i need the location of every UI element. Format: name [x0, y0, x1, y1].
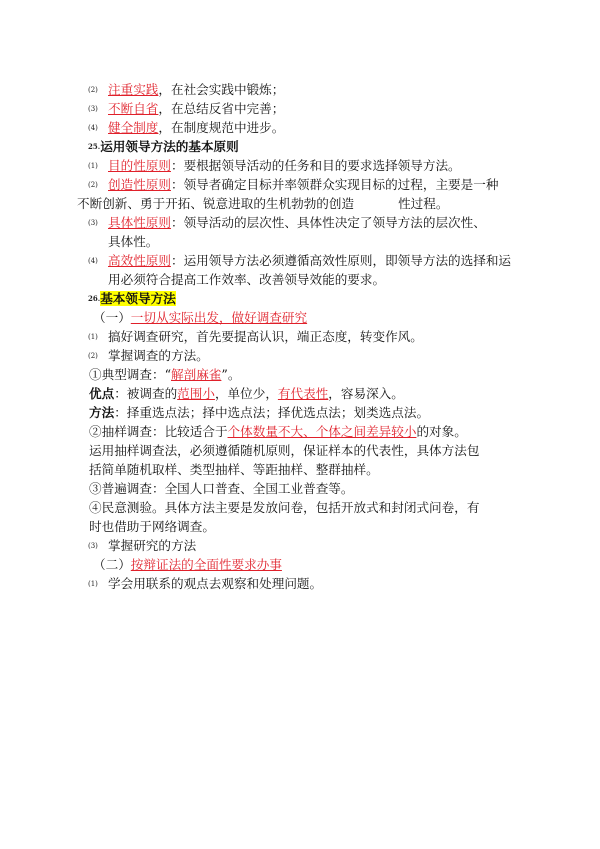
item-number: (1): [88, 580, 98, 588]
key-term: 一切从实际出发，做好调查研究: [130, 310, 308, 325]
list-item-continuation: 不断创新、勇于开拓、锐意进取的生机勃勃的创造 性过程。: [77, 196, 449, 211]
item-number: (2): [88, 86, 98, 94]
list-item: [88, 175, 540, 195]
list-item-continuation: 具体性。: [108, 234, 159, 249]
list-item: (3) 掌握研究的方法: [88, 536, 540, 556]
item-text: ：领导活动的层次性、具体性决定了领导方法的层次性、: [170, 215, 486, 230]
section-title: 运用领导方法的基本原则: [100, 139, 239, 154]
list-item: (1) 搞好调查研究，首先要提高认识，端正态度，转变作风。: [88, 327, 540, 347]
item-text: ：要根据领导活动的任务和目的要求选择领导方法。: [170, 158, 461, 173]
item-number: (1): [88, 333, 98, 341]
key-term: 解剖麻雀: [171, 367, 222, 382]
item-number: (3): [88, 542, 98, 550]
list-item: (1) 学会用联系的观点去观察和处理问题。: [88, 574, 540, 594]
key-term: 按辩证法的全面性要求办事: [130, 557, 282, 572]
key-term: 注重实践: [108, 82, 159, 97]
list-item: [88, 80, 540, 100]
list-item: (2) 掌握调查的方法。: [88, 346, 540, 366]
item-number: (3): [88, 105, 98, 113]
item-number: (4): [88, 124, 98, 132]
list-item: [88, 251, 540, 271]
section-heading: [88, 137, 540, 156]
paragraph: ④民意测验。具体方法主要是发放问卷，包括开放式和封闭式问卷，有: [89, 500, 480, 515]
paragraph: ②抽样调查：比较适合于个体数量不大、个体之间差异较小的对象。: [89, 424, 467, 439]
section-heading: [88, 289, 540, 308]
item-text: ：领导者确定目标并率领群众实现目标的过程，主要是一种: [170, 177, 499, 192]
section-number: 26.: [88, 294, 101, 303]
label: 方法: [89, 405, 115, 420]
list-item: [88, 99, 540, 119]
item-text: ：运用领导方法必须遵循高效性原则，即领导方法的选择和运: [170, 253, 511, 268]
key-term: 有代表性: [277, 386, 329, 401]
item-text: ，在制度规范中进步。: [158, 120, 285, 135]
paragraph: 运用抽样调查法，必须遵循随机原则，保证样本的代表性，具体方法包: [89, 443, 480, 458]
list-item: [88, 156, 540, 176]
item-text: ，在社会实践中锻炼；: [158, 82, 285, 97]
list-item-continuation: 用必须符合提高工作效率、改善领导效能的要求。: [108, 272, 386, 287]
key-term: 不断自省: [108, 101, 159, 116]
paragraph: 括简单随机取样、类型抽样、等距抽样、整群抽样。: [89, 462, 379, 477]
subsection-heading: （一）一切从实际出发，做好调查研究: [93, 310, 308, 325]
section-title: 基本领导方法: [100, 291, 176, 306]
item-number: (4): [88, 257, 98, 265]
subsection-heading: （二）按辩证法的全面性要求办事: [93, 557, 282, 572]
paragraph: ③普遍调查：全国人口普查、全国工业普查等。: [89, 481, 354, 496]
item-number: (2): [88, 181, 98, 189]
key-term: 个体数量不大、个体之间差异较小: [227, 424, 417, 439]
item-number: (3): [88, 219, 98, 227]
list-item: [88, 213, 540, 233]
key-term: 创造性原则: [108, 177, 171, 192]
item-text: ，在总结反省中完善；: [158, 101, 285, 116]
paragraph: 时也借助于网络调查。: [89, 519, 215, 534]
key-term: 范围小: [177, 386, 215, 401]
paragraph: 优点：被调查的范围小，单位少，有代表性，容易深入。: [89, 386, 404, 401]
label: 优点: [89, 386, 115, 401]
item-number: (1): [88, 162, 98, 170]
key-term: 健全制度: [108, 120, 159, 135]
key-term: 目的性原则: [108, 158, 171, 173]
paragraph: ①典型调查：“解剖麻雀”。: [89, 367, 241, 382]
key-term: 高效性原则: [108, 253, 171, 268]
section-number: 25.: [88, 142, 101, 151]
key-term: 具体性原则: [108, 215, 171, 230]
list-item: [88, 118, 540, 138]
item-number: (2): [88, 352, 98, 360]
paragraph: 方法：择重选点法；择中选点法；择优选点法；划类选点法。: [89, 405, 430, 420]
